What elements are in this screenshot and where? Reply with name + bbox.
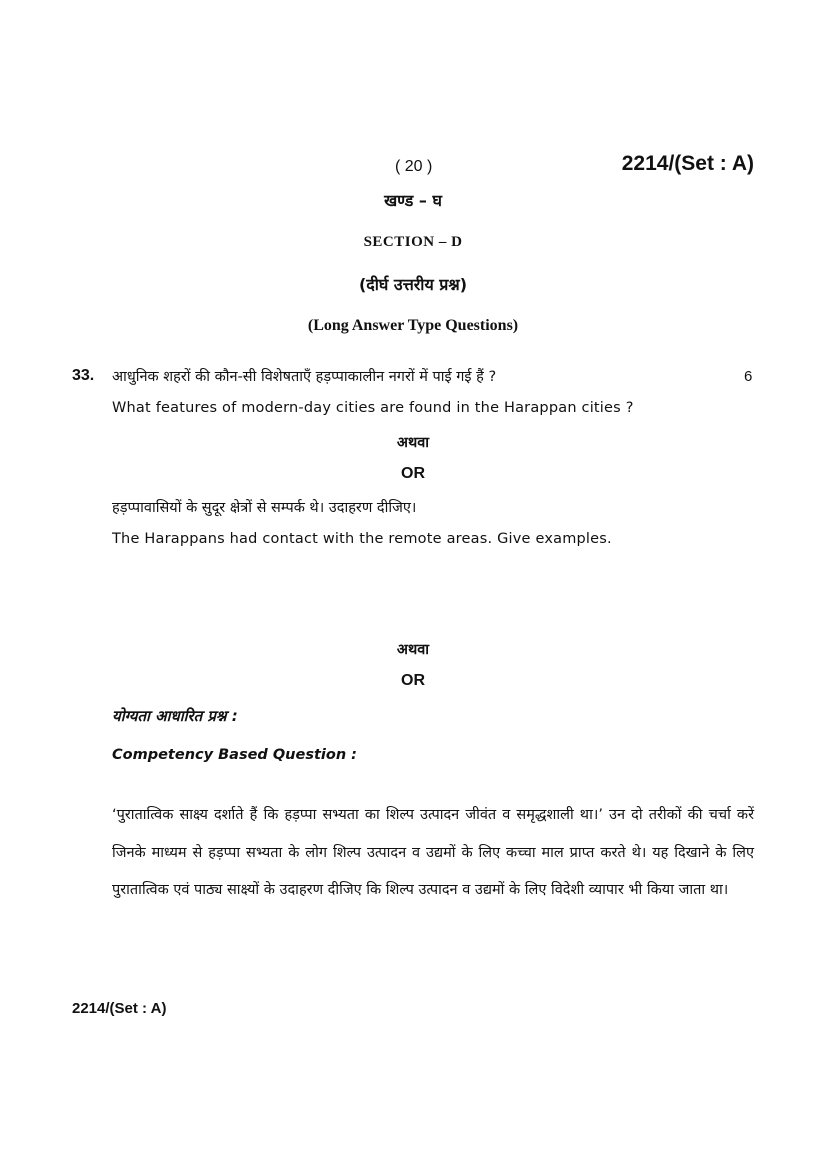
competency-heading-english: Competency Based Question : [112, 747, 357, 763]
question-hindi-2: हड़प्पावासियों के सुदूर क्षेत्रों से सम्पर्क थे। उदाहरण दीजिए। [112, 500, 417, 516]
question-english-1: What features of modern-day cities are found in the Harappan cities ? [112, 400, 634, 416]
question-hindi-1: आधुनिक शहरों की कौन-सी विशेषताएँ हड़प्पाकालीन नगरों में पाई गई हैं ? [112, 369, 497, 385]
competency-heading-hindi: योग्यता आधारित प्रश्न : [112, 707, 238, 725]
question-type-english: (Long Answer Type Questions) [307, 317, 519, 334]
question-english-2: The Harappans had contact with the remote areas. Give examples. [112, 531, 612, 547]
set-code-footer: 2214/(Set : A) [72, 1000, 167, 1017]
or-hindi-1: अथवा [396, 435, 430, 451]
page-number: ( 20 ) [395, 158, 433, 175]
question-number: 33. [72, 367, 95, 384]
question-type-hindi: (दीर्घ उत्तरीय प्रश्न) [358, 275, 468, 294]
competency-question-text: ‘पुरातात्विक साक्ष्य दर्शाते हैं कि हड़प्पा सभ्यता का शिल्प उत्पादन जीवंत व समृद्धशाली था।’ उन दो तरीकों की चर्चा करें जिनके माध्यम से हड़प्पा सभ्यता के लोग शिल्प उत्पादन व उद्यमों के लिए कच्चा माल प्राप्त करते थे। यह दिखाने के लिए पुरातात्विक एवं पाठ्य साक्ष्यों के उदाहरण दीजिए कि शिल्प उत्पादन व उद्यमों के लिए विदेशी व्यापार भी किया जाता था। [112, 807, 754, 898]
or-english-2: OR [401, 672, 425, 689]
section-title-hindi: खण्ड – घ [384, 191, 442, 210]
section-title-english: SECTION – D [363, 234, 463, 250]
or-hindi-2: अथवा [396, 642, 430, 658]
question-marks: 6 [744, 368, 753, 385]
or-english-1: OR [401, 465, 425, 482]
set-code-header: 2214/(Set : A) [621, 152, 754, 175]
